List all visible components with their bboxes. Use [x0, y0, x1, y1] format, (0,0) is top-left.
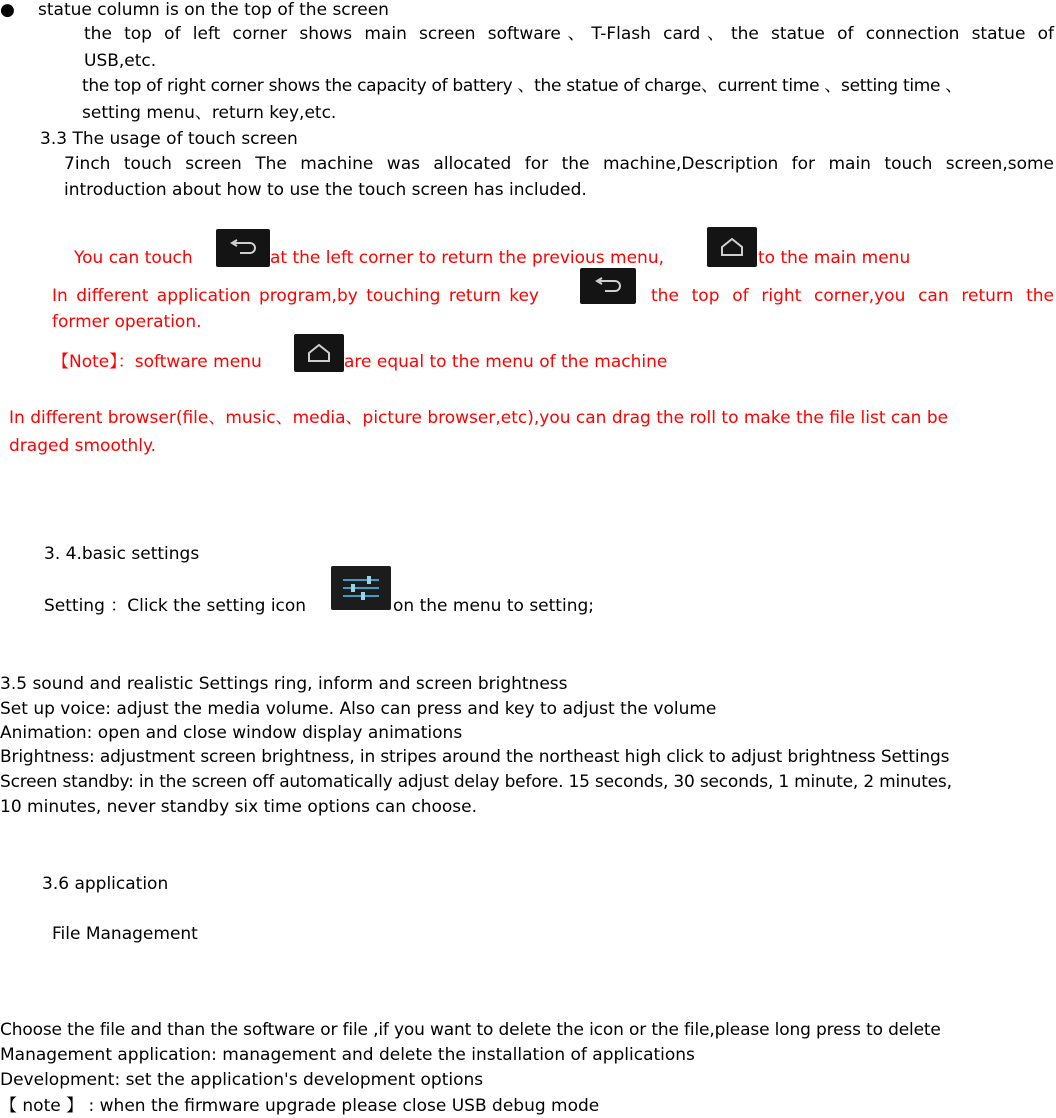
status-heading: statue column is on the top of the screen: [38, 0, 389, 20]
back-arrow-icon: [216, 229, 270, 267]
sound-standby-2: 10 minutes, never standby six time options can choose.: [0, 797, 478, 817]
touch-line-b3: former operation.: [52, 312, 202, 332]
application-development: Development: set the application's development options: [0, 1070, 484, 1090]
application-choose: Choose the file and than the software or file ,if you want to delete the icon or the file,please long press to delete: [0, 1020, 941, 1040]
back-arrow-icon: [580, 268, 636, 304]
browser-line1: In different browser(file、music、media、picture browser,etc),you can drag the roll to make the file list can be: [9, 408, 949, 428]
bullet: ●: [0, 0, 15, 20]
touch-line-b1: In different application program,by touching return key: [52, 286, 539, 306]
application-management: Management application: management and delete the installation of applications: [0, 1045, 695, 1065]
file-management: File Management: [52, 924, 198, 944]
status-right-line2: setting menu、return key,etc.: [82, 103, 337, 123]
touch-intro-line2: introduction about how to use the touch screen has included.: [64, 180, 587, 200]
touch-intro-line1: 7inch touch screen The machine was allocated for the machine,Description for main touch screen,some: [64, 154, 1054, 174]
touch-note-2: are equal to the menu of the machine: [344, 352, 668, 372]
status-left-line2: USB,etc.: [84, 51, 157, 71]
touch-heading: 3.3 The usage of touch screen: [40, 129, 298, 149]
sound-brightness: Brightness: adjustment screen brightness, in stripes around the northeast high click to adjust brightness Settings: [0, 747, 950, 767]
touch-note-1: 【Note】：software menu: [52, 352, 262, 372]
sound-animation: Animation: open and close window display animations: [0, 723, 463, 743]
application-heading: 3.6 application: [42, 874, 169, 894]
settings-sliders-icon: [331, 566, 391, 610]
touch-line-a3: to the main menu: [758, 248, 911, 268]
touch-line-a2: at the left corner to return the previous menu,: [270, 248, 665, 268]
status-left-line1: the top of left corner shows main screen software、T-Flash card、the statue of connection statue of: [84, 24, 1054, 44]
application-note: 【 note 】 : when the firmware upgrade please close USB debug mode: [0, 1096, 600, 1116]
touch-line-a1: You can touch: [74, 248, 193, 268]
browser-line2: draged smoothly.: [9, 436, 157, 456]
sound-voice: Set up voice: adjust the media volume. Also can press and key to adjust the volume: [0, 699, 717, 719]
basic-heading: 3. 4.basic settings: [44, 544, 200, 564]
sound-heading: 3.5 sound and realistic Settings ring, inform and screen brightness: [0, 674, 568, 694]
basic-setting-1: Setting ：Click the setting icon: [44, 596, 307, 616]
basic-setting-2: on the menu to setting;: [393, 596, 594, 616]
status-right-line1: the top of right corner shows the capacity of battery 、the statue of charge、current time 、setting time 、: [82, 76, 962, 96]
home-icon: [294, 334, 344, 372]
sound-standby-1: Screen standby: in the screen off automatically adjust delay before. 15 seconds, 30 seconds, 1 minute, 2 minutes,: [0, 772, 952, 792]
home-icon: [707, 227, 757, 267]
touch-line-b2: the top of right corner,you can return the: [651, 286, 1054, 306]
